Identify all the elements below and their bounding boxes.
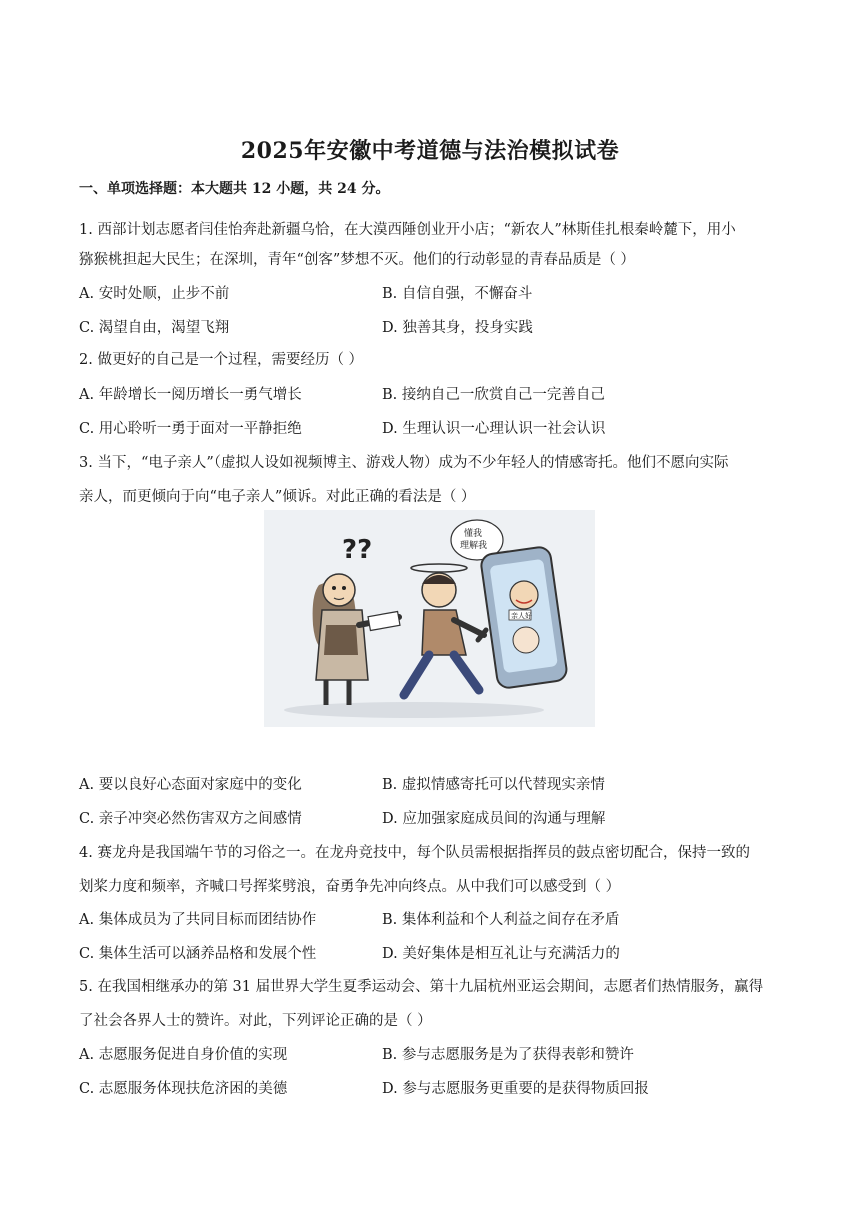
q5-line-1: 5. 在我国相继承办的第 31 届世界大学生夏季运动会、第十九届杭州亚运会期间，志愿者们热情服务，赢得 <box>79 979 764 995</box>
q3-illustration <box>264 510 595 727</box>
svg-text:懂我: 懂我 <box>464 529 483 539</box>
q1-line-2: 猕猴桃担起大民生；在深圳，青年“创客”梦想不灭。他们的行动彰显的青春品质是（ ） <box>79 252 635 268</box>
q5-option-a: A. 志愿服务促进自身价值的实现 <box>79 1047 288 1063</box>
q1-line-1: 1. 西部计划志愿者闫佳怡奔赴新疆乌恰，在大漠西陲创业开小店；“新农人”林斯佳扎根秦岭麓下，用小 <box>79 222 736 238</box>
q5-option-c: C. 志愿服务体现扶危济困的美德 <box>79 1081 288 1097</box>
q2-option-d: D. 生理认识一心理认识一社会认识 <box>382 421 606 437</box>
q2-option-a: A. 年龄增长一阅历增长一勇气增长 <box>79 387 302 403</box>
q5-line-2: 了社会各界人士的赞许。对此，下列评论正确的是（ ） <box>79 1013 432 1029</box>
q2-line-1: 2. 做更好的自己是一个过程，需要经历（ ） <box>79 352 364 368</box>
q1-option-a: A. 安时处顺，止步不前 <box>79 286 230 302</box>
q4-line-2: 划桨力度和频率，齐喊口号挥桨劈浪，奋勇争先冲向终点。从中我们可以感受到（ ） <box>79 879 621 895</box>
exam-title: 2025年安徽中考道德与法治模拟试卷 <box>240 138 620 164</box>
q1-option-b: B. 自信自强，不懈奋斗 <box>382 286 533 302</box>
phone-screen-label: 亲人好 <box>511 612 532 620</box>
q5-option-b: B. 参与志愿服务是为了获得表彰和赞许 <box>382 1047 634 1063</box>
q3-line-1: 3. 当下，“电子亲人”（虚拟人设如视频博主、游戏人物）成为不少年轻人的情感寄托。他们不愿向实际 <box>79 455 729 471</box>
q3-option-c: C. 亲子冲突必然伤害双方之间感情 <box>79 811 302 827</box>
question-marks: ?? <box>342 535 373 565</box>
q4-option-b: B. 集体利益和个人利益之间存在矛盾 <box>382 912 620 928</box>
q1-option-c: C. 渴望自由，渴望飞翔 <box>79 320 230 336</box>
q3-line-2: 亲人，而更倾向于向“电子亲人”倾诉。对此正确的看法是（ ） <box>79 489 476 505</box>
q5-option-d: D. 参与志愿服务更重要的是获得物质回报 <box>382 1081 649 1097</box>
q3-option-a: A. 要以良好心态面对家庭中的变化 <box>79 777 302 793</box>
q3-option-d: D. 应加强家庭成员间的沟通与理解 <box>382 811 606 827</box>
q4-line-1: 4. 赛龙舟是我国端午节的习俗之一。在龙舟竞技中，每个队员需根据指挥员的鼓点密切配合，保持一致的 <box>79 845 750 861</box>
q1-option-d: D. 独善其身，投身实践 <box>382 320 533 336</box>
q2-option-b: B. 接纳自己一欣赏自己一完善自己 <box>382 387 605 403</box>
section-heading: 一、单项选择题：本大题共 12 小题，共 24 分。 <box>79 181 390 197</box>
q3-option-b: B. 虚拟情感寄托可以代替现实亲情 <box>382 777 605 793</box>
q4-option-c: C. 集体生活可以涵养品格和发展个性 <box>79 946 317 962</box>
q4-option-d: D. 美好集体是相互礼让与充满活力的 <box>382 946 620 962</box>
q4-option-a: A. 集体成员为了共同目标而团结协作 <box>79 912 317 928</box>
svg-text:理解我: 理解我 <box>460 541 488 551</box>
q2-option-c: C. 用心聆听一勇于面对一平静拒绝 <box>79 421 302 437</box>
